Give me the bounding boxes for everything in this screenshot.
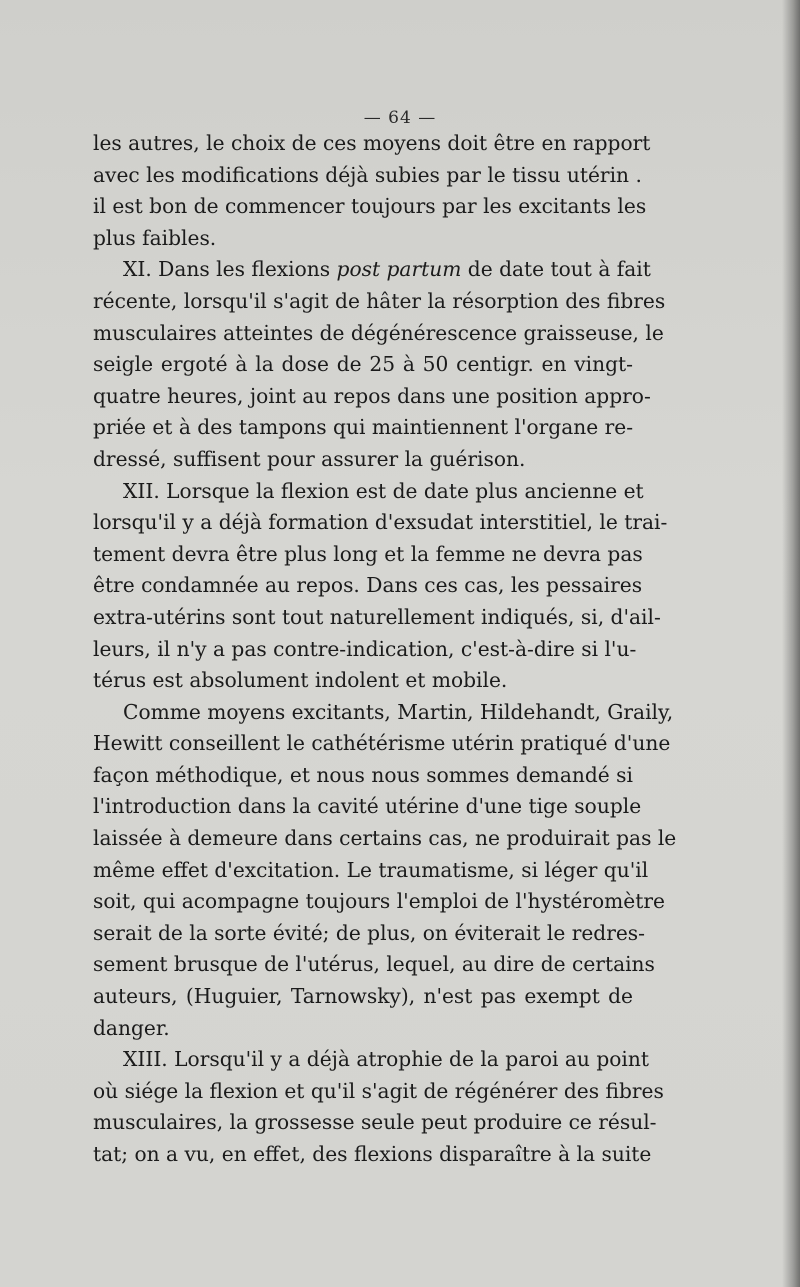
text-line — [93, 254, 651, 286]
text-line — [93, 791, 642, 823]
text-line — [93, 507, 668, 539]
text-line — [93, 349, 633, 381]
text-line — [93, 223, 633, 255]
text-segment: auteurs, (Huguier, Tarnowsky), n'est pas exempt de — [93, 984, 633, 1009]
text-line — [93, 602, 661, 634]
text-segment: XIII. Lorsqu'il y a déjà atrophie de la paroi au point — [123, 1047, 649, 1072]
text-line — [93, 697, 674, 729]
text-line — [93, 918, 645, 950]
text-line — [93, 412, 633, 444]
text-line — [93, 1044, 649, 1076]
page-number: — 64 — — [363, 108, 437, 128]
body-text — [93, 128, 677, 1171]
text-segment: être condamnée au repos. Dans ces cas, les pessaires — [93, 573, 643, 598]
text-line — [93, 444, 633, 476]
text-segment: tement devra être plus long et la femme ne devra pas — [93, 541, 643, 566]
text-segment: les autres, le choix de ces moyens doit être en rapport — [93, 131, 651, 155]
text-line — [93, 949, 655, 981]
text-line — [93, 1013, 633, 1045]
text-segment: il est bon de commencer toujours par les excitants les — [93, 194, 647, 219]
text-line — [93, 1107, 657, 1139]
text-line — [93, 665, 633, 697]
text-segment: Comme moyens excitants, Martin, Hildehandt, Graily, — [123, 699, 674, 724]
text-line — [93, 823, 677, 855]
text-segment: tat; on a vu, en effet, des flexions disparaître à la suite — [93, 1142, 652, 1166]
text-segment: l'introduction dans la cavité utérine d'une tige souple — [93, 794, 642, 819]
text-segment: seigle ergoté à la dose de 25 à 50 centigr. en vingt- — [93, 352, 633, 377]
text-line — [93, 1139, 652, 1171]
text-segment: quatre heures, joint au repos dans une position appro- — [93, 383, 651, 408]
text-segment: priée et à des tampons qui maintiennent l'organe re- — [93, 415, 634, 440]
text-line — [93, 286, 666, 318]
text-segment: dressé, suffisent pour assurer la guérison. — [93, 446, 526, 471]
text-segment: Hewitt conseillent le cathétérisme utérin pratiqué d'une — [93, 731, 671, 756]
text-segment: récente, lorsqu'il s'agit de hâter la résorption des fibres — [93, 288, 666, 313]
text-segment: musculaires atteintes de dégénérescence graisseuse, le — [93, 320, 664, 345]
text-segment: sement brusque de l'utérus, lequel, au dire de certains — [93, 952, 655, 977]
text-line — [93, 760, 633, 792]
text-line — [93, 539, 643, 571]
text-segment: musculaires, la grossesse seule peut produire ce résul- — [93, 1110, 657, 1135]
page-gutter-shadow — [782, 0, 800, 1287]
text-segment: serait de la sorte évité; de plus, on éviterait le redres- — [93, 920, 645, 945]
text-segment: de date tout à fait — [461, 257, 651, 282]
text-line — [93, 981, 633, 1013]
text-segment: XI. Dans les flexions — [123, 257, 337, 282]
text-line — [93, 160, 642, 192]
text-segment: danger. — [93, 1015, 170, 1040]
text-segment: avec les modifications déjà subies par le tissu utérin . — [93, 162, 642, 187]
text-line — [93, 886, 665, 918]
text-line — [93, 191, 647, 223]
text-segment: laissée à demeure dans certains cas, ne produirait pas le — [93, 826, 677, 851]
text-segment: soit, qui acompagne toujours l'emploi de l'hystéromètre — [93, 889, 665, 914]
text-line — [93, 128, 651, 160]
text-segment: extra-utérins sont tout naturellement indiqués, si, d'ail- — [93, 604, 661, 629]
italic-phrase: post partum — [336, 257, 462, 282]
text-segment: XII. Lorsque la flexion est de date plus ancienne et — [123, 478, 644, 503]
text-line — [93, 1076, 664, 1108]
text-line — [93, 318, 664, 350]
text-segment: façon méthodique, et nous nous sommes demandé si — [93, 762, 633, 787]
text-segment: térus est absolument indolent et mobile. — [93, 668, 508, 693]
text-segment: même effet d'excitation. Le traumatisme, si léger qu'il — [93, 857, 649, 882]
text-line — [93, 634, 637, 666]
text-segment: leurs, il n'y a pas contre-indication, c'est-à-dire si l'u- — [93, 636, 637, 661]
text-line — [93, 381, 651, 413]
text-line — [93, 728, 671, 760]
text-segment: lorsqu'il y a déjà formation d'exsudat interstitiel, le trai- — [93, 510, 668, 535]
text-line — [93, 476, 644, 508]
text-line — [93, 855, 649, 887]
text-segment: où siége la flexion et qu'il s'agit de régénérer des fibres — [93, 1078, 664, 1103]
text-segment: plus faibles. — [93, 225, 217, 250]
text-line — [93, 570, 643, 602]
